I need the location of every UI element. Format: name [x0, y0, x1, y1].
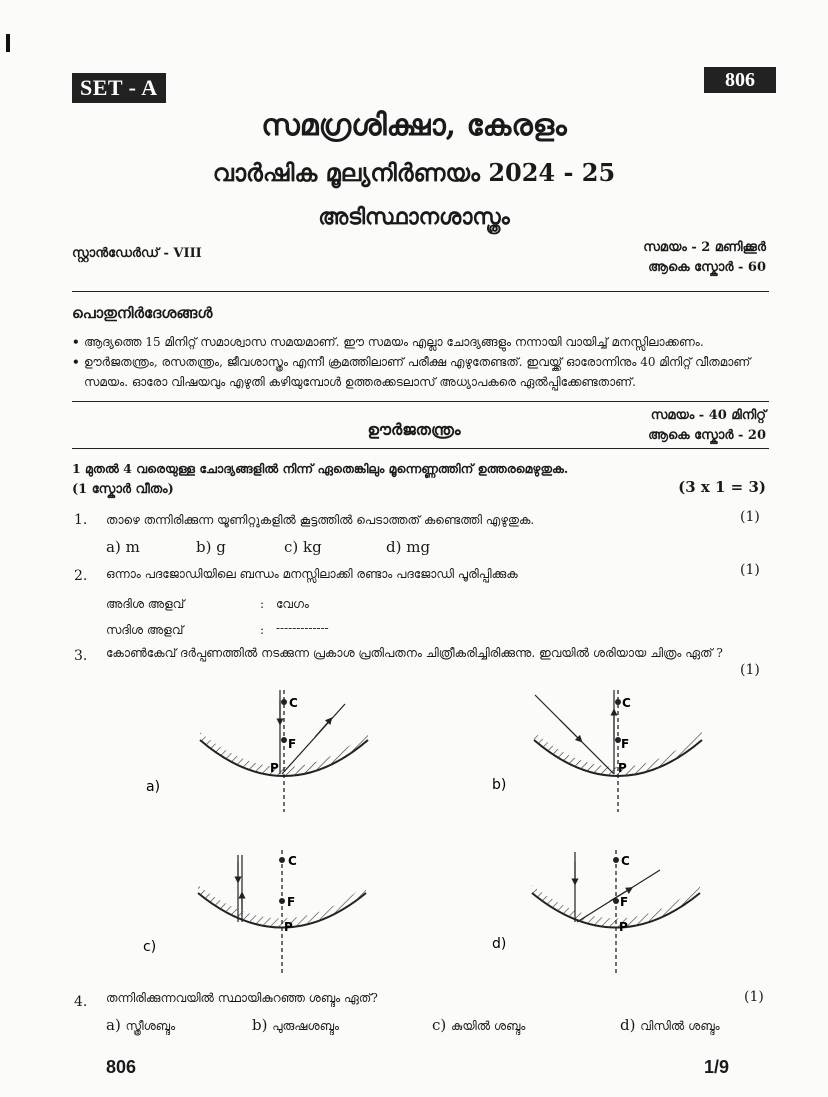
point-p: P	[618, 761, 627, 775]
point-f: F	[287, 895, 296, 909]
pair-sep: :	[260, 623, 265, 637]
question-number: 4.	[74, 994, 88, 1010]
paper-code-badge: 806	[704, 67, 776, 93]
figure-b-diagram	[534, 690, 702, 812]
standard-label: സ്റ്റാൻഡേർഡ് - VIII	[72, 246, 202, 261]
figure-label: c)	[143, 939, 157, 955]
point-p: P	[619, 920, 628, 934]
section-instruction: 1 മുതൽ 4 വരെയുള്ള ചോദ്യങ്ങളിൽ നിന്ന് ഏതെങ്കിലും മൂന്നെണ്ണത്തിന് ഉത്തരമെഴുതുക.	[72, 461, 569, 476]
option-d: d) വിസിൽ ശബ്ദം	[620, 1016, 720, 1034]
section-score: ആകെ സ്കോർ - 20	[648, 428, 766, 443]
point-c: C	[288, 854, 297, 868]
set-label: SET - A	[72, 73, 166, 103]
instruction-item: • ഊർജതന്ത്രം, രസതന്ത്രം, ജീവശാസ്ത്രം എന്നീ ക്രമത്തിലാണ് പരീക്ഷ എഴുതേണ്ടത്. ഇവയ്ക്ക് ഓരോന്നിനും 40 മിനിറ്റ് വീതമാണ് സമയം. ഓരോ വിഷയവും എഴുതി കഴിയുമ്പോൾ ഉത്തരക്കടലാസ് അധ്യാപകരെ ഏൽപ്പിക്കേണ്ടതാണ്.	[84, 352, 774, 392]
section-time: സമയം - 40 മിനിറ്റ്	[650, 408, 766, 423]
exam-time: സമയം - 2 മണിക്കൂർ	[643, 240, 766, 255]
section-instruction-sub: (1 സ്കോർ വീതം)	[72, 482, 174, 497]
question-text: താഴെ തന്നിരിക്കുന്ന യൂണിറ്റുകളിൽ കൂട്ടത്തിൽ പെടാത്തത് കണ്ടെത്തി എഴുതുക.	[106, 513, 535, 527]
question-text: കോൺകേവ് ദർപ്പണത്തിൽ നടക്കുന്ന പ്രകാശ പ്രതിപതനം ചിത്രീകരിച്ചിരിക്കുന്നു. ഇവയിൽ ശരിയായ ചിത്രം ഏത് ?	[106, 646, 723, 660]
pair-right: വേഗം	[276, 597, 309, 611]
point-p: P	[270, 761, 279, 775]
question-number: 2.	[74, 568, 88, 584]
page-number: 1/9	[704, 1057, 730, 1077]
point-c: C	[621, 854, 630, 868]
figure-d-diagram	[532, 850, 700, 976]
org-title: സമഗ്രശിക്ഷാ, കേരളം	[261, 108, 567, 143]
subject-title: അടിസ്ഥാനശാസ്ത്രം	[318, 204, 510, 230]
option-c: c) കുയിൽ ശബ്ദം	[432, 1016, 526, 1034]
instructions-heading: പൊതുനിർദേശങ്ങൾ	[72, 304, 213, 322]
point-f: F	[288, 737, 297, 751]
point-p: P	[284, 920, 293, 934]
instruction-item: • ആദ്യത്തെ 15 മിനിറ്റ് സമാശ്വാസ സമയമാണ്. ഈ സമയം എല്ലാ ചോദ്യങ്ങളും നന്നായി വായിച്ച് മനസ്സിലാക്കണം.	[84, 332, 774, 352]
point-f: F	[620, 895, 629, 909]
figure-a-diagram	[200, 690, 368, 812]
option-a: a) സ്ത്രീശബ്ദം	[106, 1016, 176, 1034]
exam-total-score: ആകെ സ്കോർ - 60	[648, 260, 766, 275]
option-b: b) പുരുഷശബ്ദം	[252, 1016, 340, 1034]
figure-c-diagram	[198, 850, 366, 976]
question-mark: (1)	[744, 989, 764, 1005]
pair-left: സദിശ അളവ്	[106, 623, 184, 637]
point-f: F	[621, 737, 630, 751]
question-text: തന്നിരിക്കുന്നവയിൽ സ്ഥായികുറഞ്ഞ ശബ്ദം ഏത്?	[106, 991, 378, 1005]
question-number: 1.	[74, 512, 88, 528]
figure-label: b)	[492, 777, 507, 793]
question-mark: (1)	[740, 509, 760, 525]
question-number: 3.	[74, 648, 88, 664]
point-c: C	[622, 696, 631, 710]
section-title: ഊർജതന്ത്രം	[367, 420, 461, 439]
figure-label: a)	[146, 779, 161, 795]
exam-title: വാർഷിക മൂല്യനിർണയം 2024 - 25	[212, 158, 616, 187]
answer-blank: -------------	[276, 621, 329, 635]
option-b: b) g	[196, 538, 226, 556]
pair-sep: :	[260, 597, 265, 611]
option-a: a) m	[106, 538, 140, 556]
figure-label: d)	[492, 936, 507, 952]
question-mark: (1)	[740, 562, 760, 578]
point-c: C	[289, 696, 298, 710]
option-d: d) mg	[386, 538, 431, 556]
option-c: c) kg	[284, 538, 322, 556]
pair-left: അദിശ അളവ്	[106, 597, 185, 611]
question-mark: (1)	[740, 662, 760, 678]
marks-formula: (3 x 1 = 3)	[678, 478, 766, 496]
footer-code: 806	[106, 1057, 137, 1077]
question-text: ഒന്നാം പദജോഡിയിലെ ബന്ധം മനസ്സിലാക്കി രണ്ടാം പദജോഡി പൂരിപ്പിക്കുക	[106, 567, 518, 581]
